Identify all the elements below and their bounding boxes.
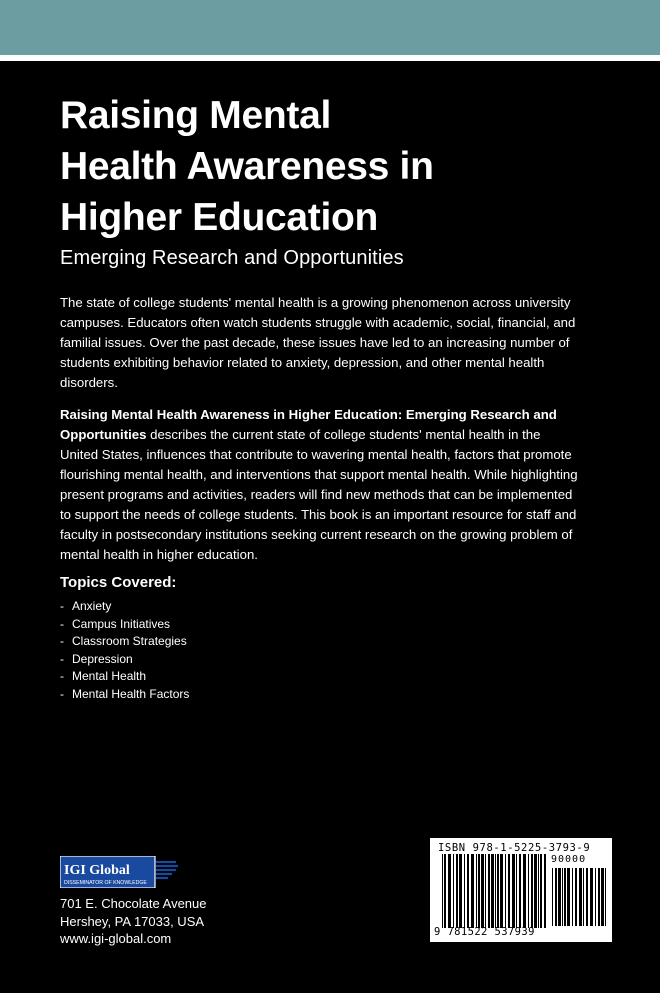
barcode-bar xyxy=(519,854,521,928)
barcode-bars xyxy=(442,854,546,928)
barcode-bar xyxy=(586,868,588,926)
topic-item xyxy=(60,668,189,686)
topic-label: Classroom Strategies xyxy=(72,634,187,648)
barcode-bar xyxy=(564,868,566,926)
publisher-website[interactable]: www.igi-global.com xyxy=(60,931,172,946)
paragraph-bold-title: Raising Mental Health Awareness in Higher Education: Emerging Research and Opportunities xyxy=(60,407,557,442)
topic-item xyxy=(60,616,189,634)
barcode-bar xyxy=(471,854,474,928)
barcode-bar xyxy=(601,868,604,926)
barcode-bar xyxy=(497,854,499,928)
barcode-bar xyxy=(552,868,553,926)
topic-label: Mental Health Factors xyxy=(72,686,190,701)
barcode-bar xyxy=(544,854,546,928)
barcode-bar xyxy=(555,868,557,926)
bullet-dash: - xyxy=(60,686,64,701)
barcode-bar xyxy=(523,854,526,928)
barcode-bar xyxy=(572,868,573,926)
title-line: Raising Mental xyxy=(60,94,332,137)
isbn-barcode xyxy=(430,838,612,942)
publisher-address xyxy=(60,895,207,948)
bullet-dash: - xyxy=(60,616,64,631)
topic-label: Mental Health xyxy=(72,669,147,683)
barcode-bar xyxy=(448,854,451,928)
barcode-bar xyxy=(575,868,577,926)
topic-item xyxy=(60,598,189,616)
barcode-bar xyxy=(508,854,510,928)
barcode-bar xyxy=(456,854,458,928)
barcode-bar xyxy=(583,868,584,926)
description-paragraph-2 xyxy=(60,405,578,565)
barcode-bar xyxy=(442,854,443,928)
top-color-band xyxy=(0,0,660,55)
barcode-bar xyxy=(598,868,600,926)
bullet-dash: - xyxy=(60,599,64,613)
barcode-bar xyxy=(459,854,462,928)
barcode-bar xyxy=(495,854,496,928)
barcode-bar xyxy=(538,854,539,928)
top-white-rule xyxy=(0,55,660,61)
barcode-bar xyxy=(467,854,469,928)
barcode-bar xyxy=(605,868,606,926)
barcode-bar xyxy=(562,868,563,926)
barcode-bar xyxy=(500,854,503,928)
svg-text:DISSEMINATOR OF KNOWLEDGE: DISSEMINATOR OF KNOWLEDGE xyxy=(64,880,147,886)
barcode-bar xyxy=(579,868,582,926)
topic-label: Campus Initiatives xyxy=(72,616,171,631)
topic-label: Anxiety xyxy=(72,599,112,613)
topic-item xyxy=(60,686,189,704)
barcode-addon-digits: 90000 xyxy=(551,854,587,865)
bullet-dash: - xyxy=(60,651,64,666)
barcode-bar xyxy=(505,854,506,928)
book-title xyxy=(60,90,620,243)
topics-list xyxy=(60,598,189,703)
barcode-bar xyxy=(478,854,480,928)
bullet-dash: - xyxy=(60,669,64,683)
barcode-ean-digits: 9 781522 537939 xyxy=(434,926,535,938)
topic-item xyxy=(60,651,189,669)
title-line: Higher Education xyxy=(60,196,379,239)
address-line: 701 E. Chocolate Avenue xyxy=(60,896,207,911)
svg-text:IGI Global: IGI Global xyxy=(64,863,130,878)
barcode-bar xyxy=(540,854,542,928)
barcode-bar xyxy=(558,868,561,926)
barcode-bar xyxy=(528,854,529,928)
topic-item xyxy=(60,633,189,651)
barcode-bar xyxy=(516,854,517,928)
book-subtitle: Emerging Research and Opportunities xyxy=(60,247,404,269)
topic-label: Depression xyxy=(72,651,133,666)
topics-heading: Topics Covered: xyxy=(60,574,177,591)
barcode-bar xyxy=(453,854,454,928)
description-paragraph-1: The state of college students' mental health is a growing phenomenon across university campuses. Educators often watch students struggle with academic, social, financial, and familial issues. Over the past decade, these issues have led to an increasing number of students exhibiting behavior related to anxiety, depression, and other mental health disorders. xyxy=(60,295,576,390)
barcode-bar xyxy=(488,854,490,928)
barcode-bar xyxy=(481,854,484,928)
paragraph-body: describes the current state of college students' mental health in the United States, influences that contribute to wavering mental health, factors that promote flourishing mental health, and interventions that support mental health. While highlighting present programs and activities, readers will find new methods that can be implemented to support the needs of college students. This book is an important resource for staff and faculty in postsecondary institutions seeking current research on the growing problem of mental health in higher education. xyxy=(60,427,578,562)
barcode-bar xyxy=(464,854,465,928)
barcode-bar xyxy=(485,854,486,928)
barcode-bar xyxy=(476,854,477,928)
barcode-bar xyxy=(590,868,593,926)
barcode-bar xyxy=(512,854,515,928)
address-line: Hershey, PA 17033, USA xyxy=(60,913,205,929)
barcode-bar xyxy=(534,854,537,928)
barcode-bar xyxy=(444,854,446,928)
isbn-text: ISBN 978-1-5225-3793-9 xyxy=(438,842,591,854)
title-line: Health Awareness in xyxy=(60,145,434,188)
barcode-bar xyxy=(491,854,494,928)
bullet-dash: - xyxy=(60,634,64,648)
igi-global-logo xyxy=(60,856,180,888)
barcode-bar xyxy=(567,868,570,926)
barcode-addon-bars xyxy=(552,868,606,926)
barcode-bar xyxy=(595,868,596,926)
barcode-bar xyxy=(531,854,533,928)
